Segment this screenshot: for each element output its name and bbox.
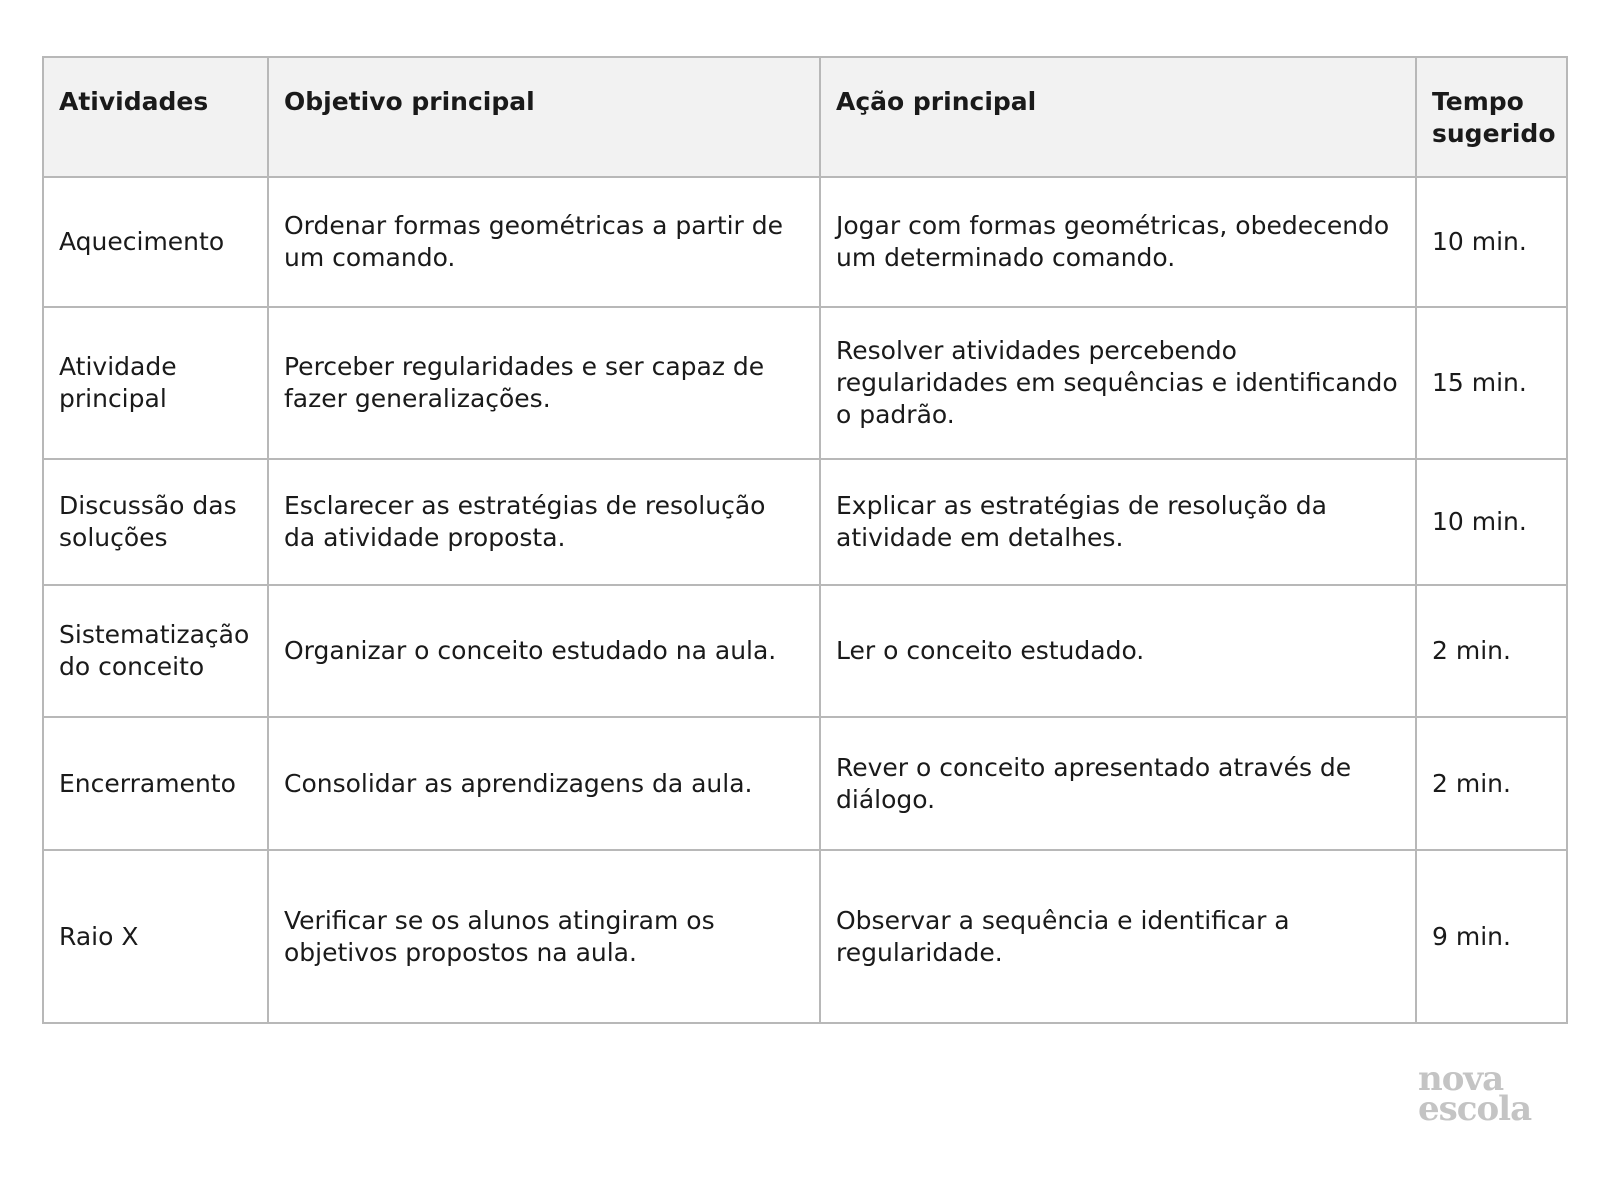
lesson-plan-table [42, 56, 1568, 1024]
header-tempo: Tempo sugerido [1416, 57, 1567, 177]
logo-line-escola: escola [1418, 1089, 1532, 1129]
cell-atividade: Atividade principal [43, 307, 268, 459]
cell-tempo: 10 min. [1416, 177, 1567, 307]
cell-acao: Observar a sequência e identificar a regularidade. [820, 850, 1416, 1023]
logo-line-nova: nova [1418, 1059, 1504, 1099]
cell-objetivo: Perceber regularidades e ser capaz de fazer generalizações. [268, 307, 820, 459]
table-row [43, 850, 1567, 1023]
header-atividades: Atividades [43, 57, 268, 177]
cell-atividade: Raio X [43, 850, 268, 1023]
cell-acao: Ler o conceito estudado. [820, 585, 1416, 717]
table-row [43, 177, 1567, 307]
cell-objetivo: Consolidar as aprendizagens da aula. [268, 717, 820, 850]
table-row [43, 717, 1567, 850]
nova-escola-logo [1418, 1059, 1538, 1129]
cell-objetivo: Ordenar formas geométricas a partir de um comando. [268, 177, 820, 307]
header-acao: Ação principal [820, 57, 1416, 177]
cell-objetivo: Organizar o conceito estudado na aula. [268, 585, 820, 717]
cell-acao: Rever o conceito apresentado através de diálogo. [820, 717, 1416, 850]
cell-acao: Explicar as estratégias de resolução da atividade em detalhes. [820, 459, 1416, 585]
table-row [43, 585, 1567, 717]
table-row [43, 459, 1567, 585]
cell-objetivo: Esclarecer as estratégias de resolução da atividade proposta. [268, 459, 820, 585]
header-objetivo: Objetivo principal [268, 57, 820, 177]
cell-tempo: 2 min. [1416, 585, 1567, 717]
cell-acao: Jogar com formas geométricas, obedecendo um determinado comando. [820, 177, 1416, 307]
cell-tempo: 2 min. [1416, 717, 1567, 850]
cell-tempo: 9 min. [1416, 850, 1567, 1023]
table-header-row [43, 57, 1567, 177]
cell-atividade: Sistematização do conceito [43, 585, 268, 717]
table-row [43, 307, 1567, 459]
cell-acao: Resolver atividades percebendo regularidades em sequências e identificando o padrão. [820, 307, 1416, 459]
cell-atividade: Aquecimento [43, 177, 268, 307]
cell-objetivo: Verificar se os alunos atingiram os objetivos propostos na aula. [268, 850, 820, 1023]
cell-atividade: Discussão das soluções [43, 459, 268, 585]
cell-atividade: Encerramento [43, 717, 268, 850]
cell-tempo: 15 min. [1416, 307, 1567, 459]
cell-tempo: 10 min. [1416, 459, 1567, 585]
